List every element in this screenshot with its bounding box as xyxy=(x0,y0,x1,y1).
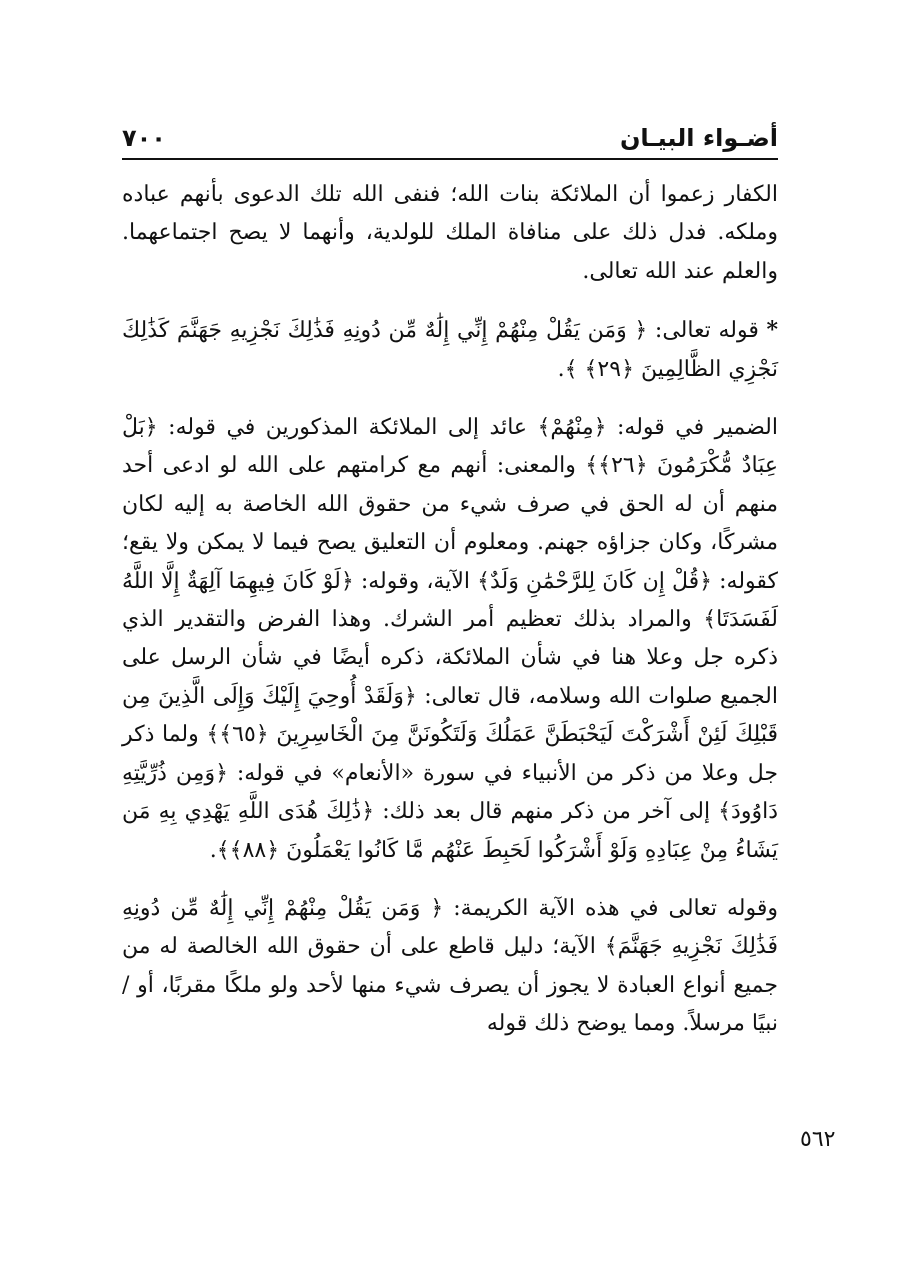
page-number: ٧٠٠ xyxy=(122,124,166,152)
book-title: أضـواء البيـان xyxy=(619,124,778,152)
paragraph-2 xyxy=(122,311,778,389)
paragraph-3: الضمير في قوله: ﴿مِنْهُمْ﴾ عائد إلى الملائكة المذكورين في قوله: ﴿بَلْ عِبَادٌ مُّكْرَمُونَ ﴿٢٦﴾﴾ والمعنى: أنهم مع كرامتهم على الله لو ادعى أحد منهم أن له الحق في صرف شيء من حقوق الله الخاصة به إليه لكان مشركًا، وكان جزاؤه جهنم. ومعلوم أن التعليق يصح فيما لا يمكن ولا يقع؛ كقوله: ﴿قُلْ إِن كَانَ لِلرَّحْمَٰنِ وَلَدٌ﴾ الآية، وقوله: ﴿لَوْ كَانَ فِيهِمَا آلِهَةٌ إِلَّا اللَّهُ لَفَسَدَتَا﴾ والمراد بذلك تعظيم أمر الشرك. وهذا الفرض والتقدير الذي ذكره جل وعلا هنا في شأن الملائكة، ذكره أيضًا في شأن الرسل على الجميع صلوات الله وسلامه، قال تعالى: ﴿وَلَقَدْ أُوحِيَ إِلَيْكَ وَإِلَى الَّذِينَ مِن قَبْلِكَ لَئِنْ أَشْرَكْتَ لَيَحْبَطَنَّ عَمَلُكَ وَلَتَكُونَنَّ مِنَ الْخَاسِرِينَ ﴿٦٥﴾﴾ ولما ذكر جل وعلا من ذكر من الأنبياء في سورة «الأنعام» في قوله: ﴿وَمِن ذُرِّيَّتِهِ دَاوُودَ﴾ إلى آخر من ذكر منهم قال بعد ذلك: ﴿ذَٰلِكَ هُدَى اللَّهِ يَهْدِي بِهِ مَن يَشَاءُ مِنْ عِبَادِهِ وَلَوْ أَشْرَكُوا لَحَبِطَ عَنْهُم مَّا كَانُوا يَعْمَلُونَ ﴿٨٨﴾﴾. xyxy=(122,415,778,863)
margin-page-number: ٥٦٢ xyxy=(800,1127,836,1152)
paragraph-2-text: قوله تعالى: ﴿ وَمَن يَقُلْ مِنْهُمْ إِنِّي إِلَٰهٌ مِّن دُونِهِ فَذَٰلِكَ نَجْزِيهِ جَهَنَّمَ كَذَٰلِكَ نَجْزِي الظَّالِمِينَ ﴿٢٩﴾ ﴾. xyxy=(122,318,778,382)
paragraph-4: وقوله تعالى في هذه الآية الكريمة: ﴿ وَمَن يَقُلْ مِنْهُمْ إِنِّي إِلَٰهٌ مِّن دُونِهِ فَذَٰلِكَ نَجْزِيهِ جَهَنَّمَ﴾ الآية؛ دليل قاطع على أن حقوق الله الخالصة له من جميع أنواع العبادة لا يجوز أن يصرف شيء منها لأحد ولو ملكًا مقربًا، أو / نبيًا مرسلاً. ومما يوضح ذلك قوله xyxy=(122,895,778,1037)
star-marker: * xyxy=(766,317,779,344)
page-header xyxy=(122,112,778,160)
page-body xyxy=(122,176,778,1064)
paragraph-1: الكفار زعموا أن الملائكة بنات الله؛ فنفى الله تلك الدعوى بأنهم عباده وملكه. فدل ذلك على منافاة الملك للولدية، وأنهما لا يصح اجتماعهما. والعلم عند الله تعالى. xyxy=(122,182,778,284)
